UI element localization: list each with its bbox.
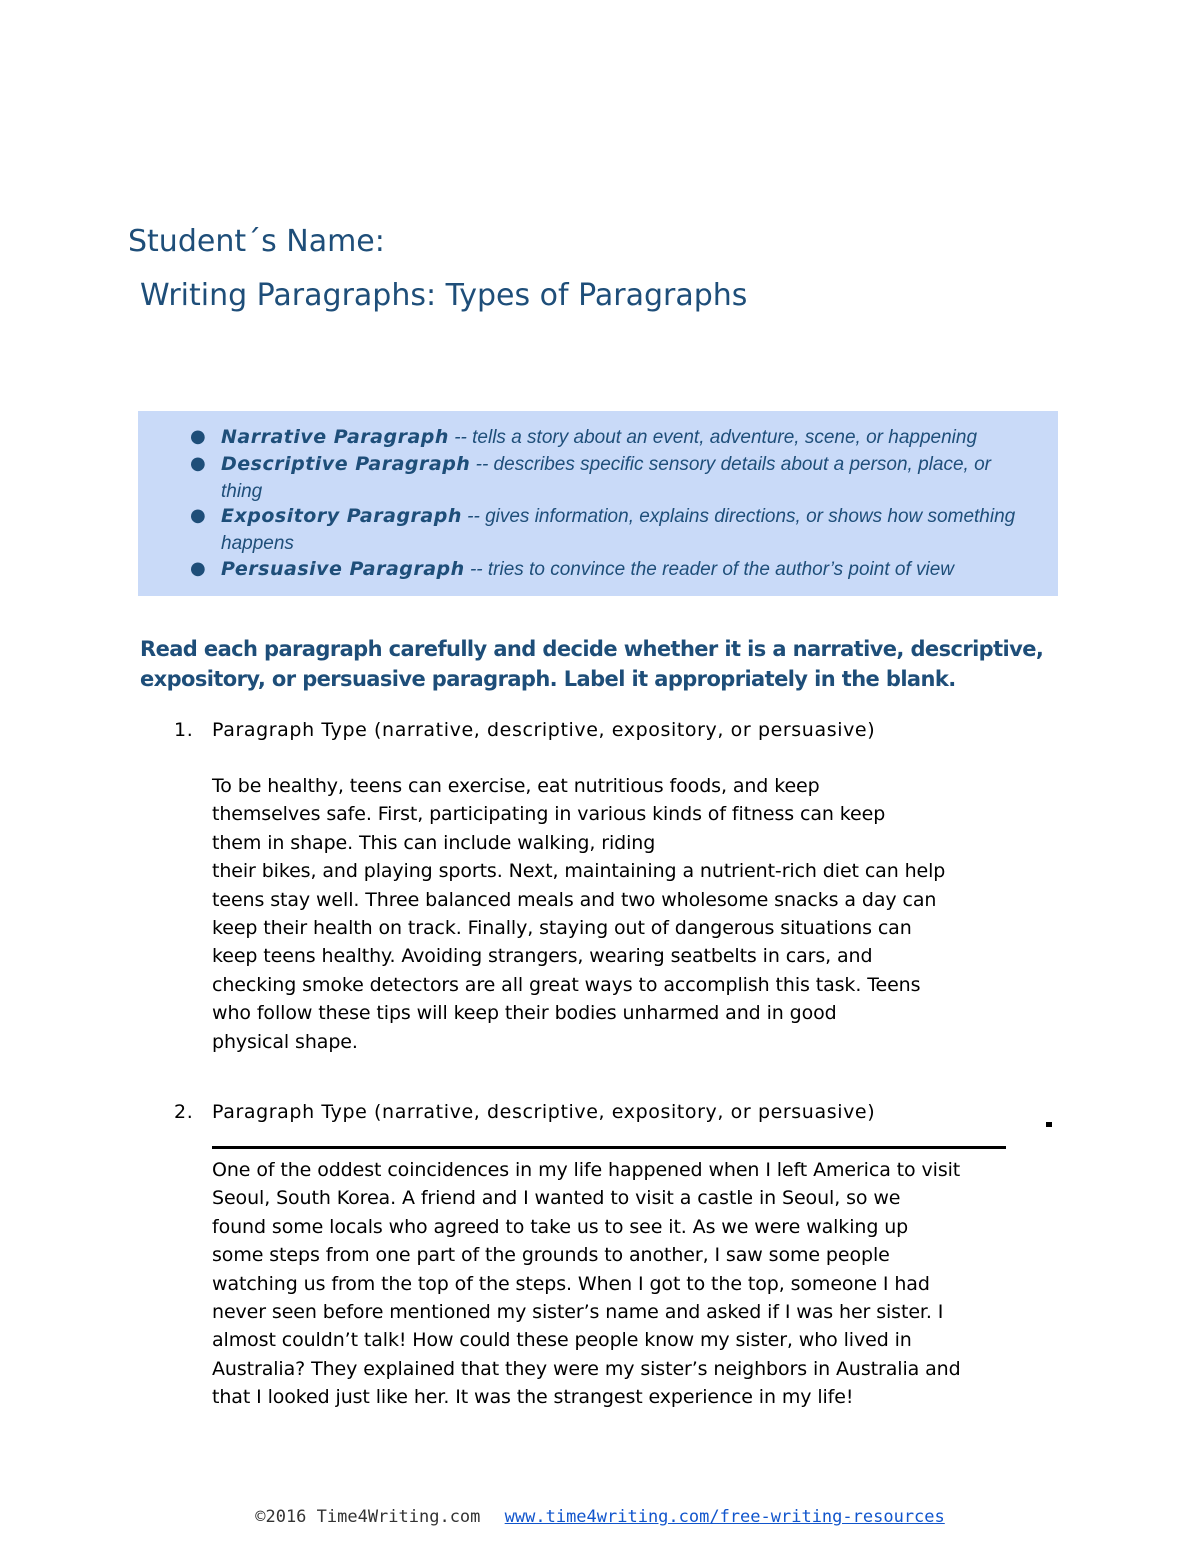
paragraph-line: teens stay well. Three balanced meals and two wholesome snacks a day can bbox=[212, 888, 937, 911]
question-prompt: Paragraph Type (narrative, descriptive, expository, or persuasive) bbox=[212, 1101, 876, 1123]
paragraph-line: their bikes, and playing sports. Next, maintaining a nutrient-rich diet can help bbox=[212, 860, 946, 883]
type-term: Narrative Paragraph bbox=[221, 426, 449, 448]
instructions: Read each paragraph carefully and decide whether it is a narrative, descriptive, expository, or persuasive paragraph. Label it appropriately in the blank. bbox=[140, 637, 1044, 691]
paragraph-line: keep teens healthy. Avoiding strangers, wearing seatbelts in cars, and bbox=[212, 945, 873, 968]
type-term: Descriptive Paragraph bbox=[221, 453, 471, 475]
paragraph-line: keep their health on track. Finally, staying out of dangerous situations can bbox=[212, 917, 912, 940]
footer-resources-link[interactable]: www.time4writing.com/free-writing-resources bbox=[504, 1507, 945, 1527]
paragraph-line: that I looked just like her. It was the strangest experience in my life! bbox=[212, 1386, 854, 1409]
paragraph-line: them in shape. This can include walking, riding bbox=[212, 831, 656, 854]
type-term: Persuasive Paragraph bbox=[221, 558, 465, 580]
page-footer bbox=[0, 1507, 1200, 1527]
question-number: 2. bbox=[174, 1101, 194, 1123]
paragraph-types-box bbox=[138, 411, 1058, 596]
question-2-paragraph bbox=[212, 1156, 1062, 1412]
paragraph-line: Seoul, South Korea. A friend and I wanted to visit a castle in Seoul, so we bbox=[212, 1187, 901, 1210]
paragraph-line: themselves safe. First, participating in various kinds of fitness can keep bbox=[212, 803, 886, 826]
paragraph-line: watching us from the top of the steps. When I got to the top, someone I had bbox=[212, 1272, 930, 1295]
question-number: 1. bbox=[174, 719, 194, 741]
bullet-icon: ● bbox=[190, 453, 206, 474]
paragraph-line: who follow these tips will keep their bodies unharmed and in good bbox=[212, 1002, 837, 1025]
type-description: -- tries to convince the reader of the author’s point of view bbox=[464, 559, 955, 580]
answer-blank[interactable] bbox=[212, 1146, 1006, 1149]
paragraph-line: To be healthy, teens can exercise, eat nutritious foods, and keep bbox=[212, 775, 820, 797]
answer-dot bbox=[1046, 1122, 1052, 1127]
type-term: Expository Paragraph bbox=[221, 505, 462, 527]
paragraph-line: almost couldn’t talk! How could these people know my sister, who lived in bbox=[212, 1329, 912, 1352]
question-1-paragraph bbox=[212, 772, 1062, 1056]
question-prompt: Paragraph Type (narrative, descriptive, expository, or persuasive) bbox=[212, 719, 876, 741]
paragraph-line: checking smoke detectors are all great ways to accomplish this task. Teens bbox=[212, 973, 921, 996]
paragraph-line: physical shape. bbox=[212, 1030, 358, 1053]
footer-copyright: ©2016 Time4Writing.com bbox=[255, 1507, 481, 1527]
student-name-label: Student´s Name: bbox=[128, 224, 385, 259]
bullet-icon: ● bbox=[190, 426, 206, 447]
bullet-icon: ● bbox=[190, 558, 206, 579]
page-title: Writing Paragraphs: Types of Paragraphs bbox=[140, 278, 748, 313]
type-description: -- describes specific sensory details about a person, place, or thing bbox=[221, 454, 991, 502]
bullet-icon: ● bbox=[190, 505, 206, 526]
paragraph-line: Australia? They explained that they were my sister’s neighbors in Australia and bbox=[212, 1357, 961, 1380]
type-description: -- gives information, explains directions, or shows how something happens bbox=[221, 506, 1016, 554]
paragraph-line: One of the oddest coincidences in my life happened when I left America to visit bbox=[212, 1159, 961, 1181]
paragraph-line: found some locals who agreed to take us to see it. As we were walking up bbox=[212, 1215, 909, 1238]
paragraph-line: some steps from one part of the grounds to another, I saw some people bbox=[212, 1244, 890, 1267]
paragraph-line: never seen before mentioned my sister’s name and asked if I was her sister. I bbox=[212, 1301, 944, 1324]
type-description: -- tells a story about an event, adventure, scene, or happening bbox=[448, 427, 978, 448]
